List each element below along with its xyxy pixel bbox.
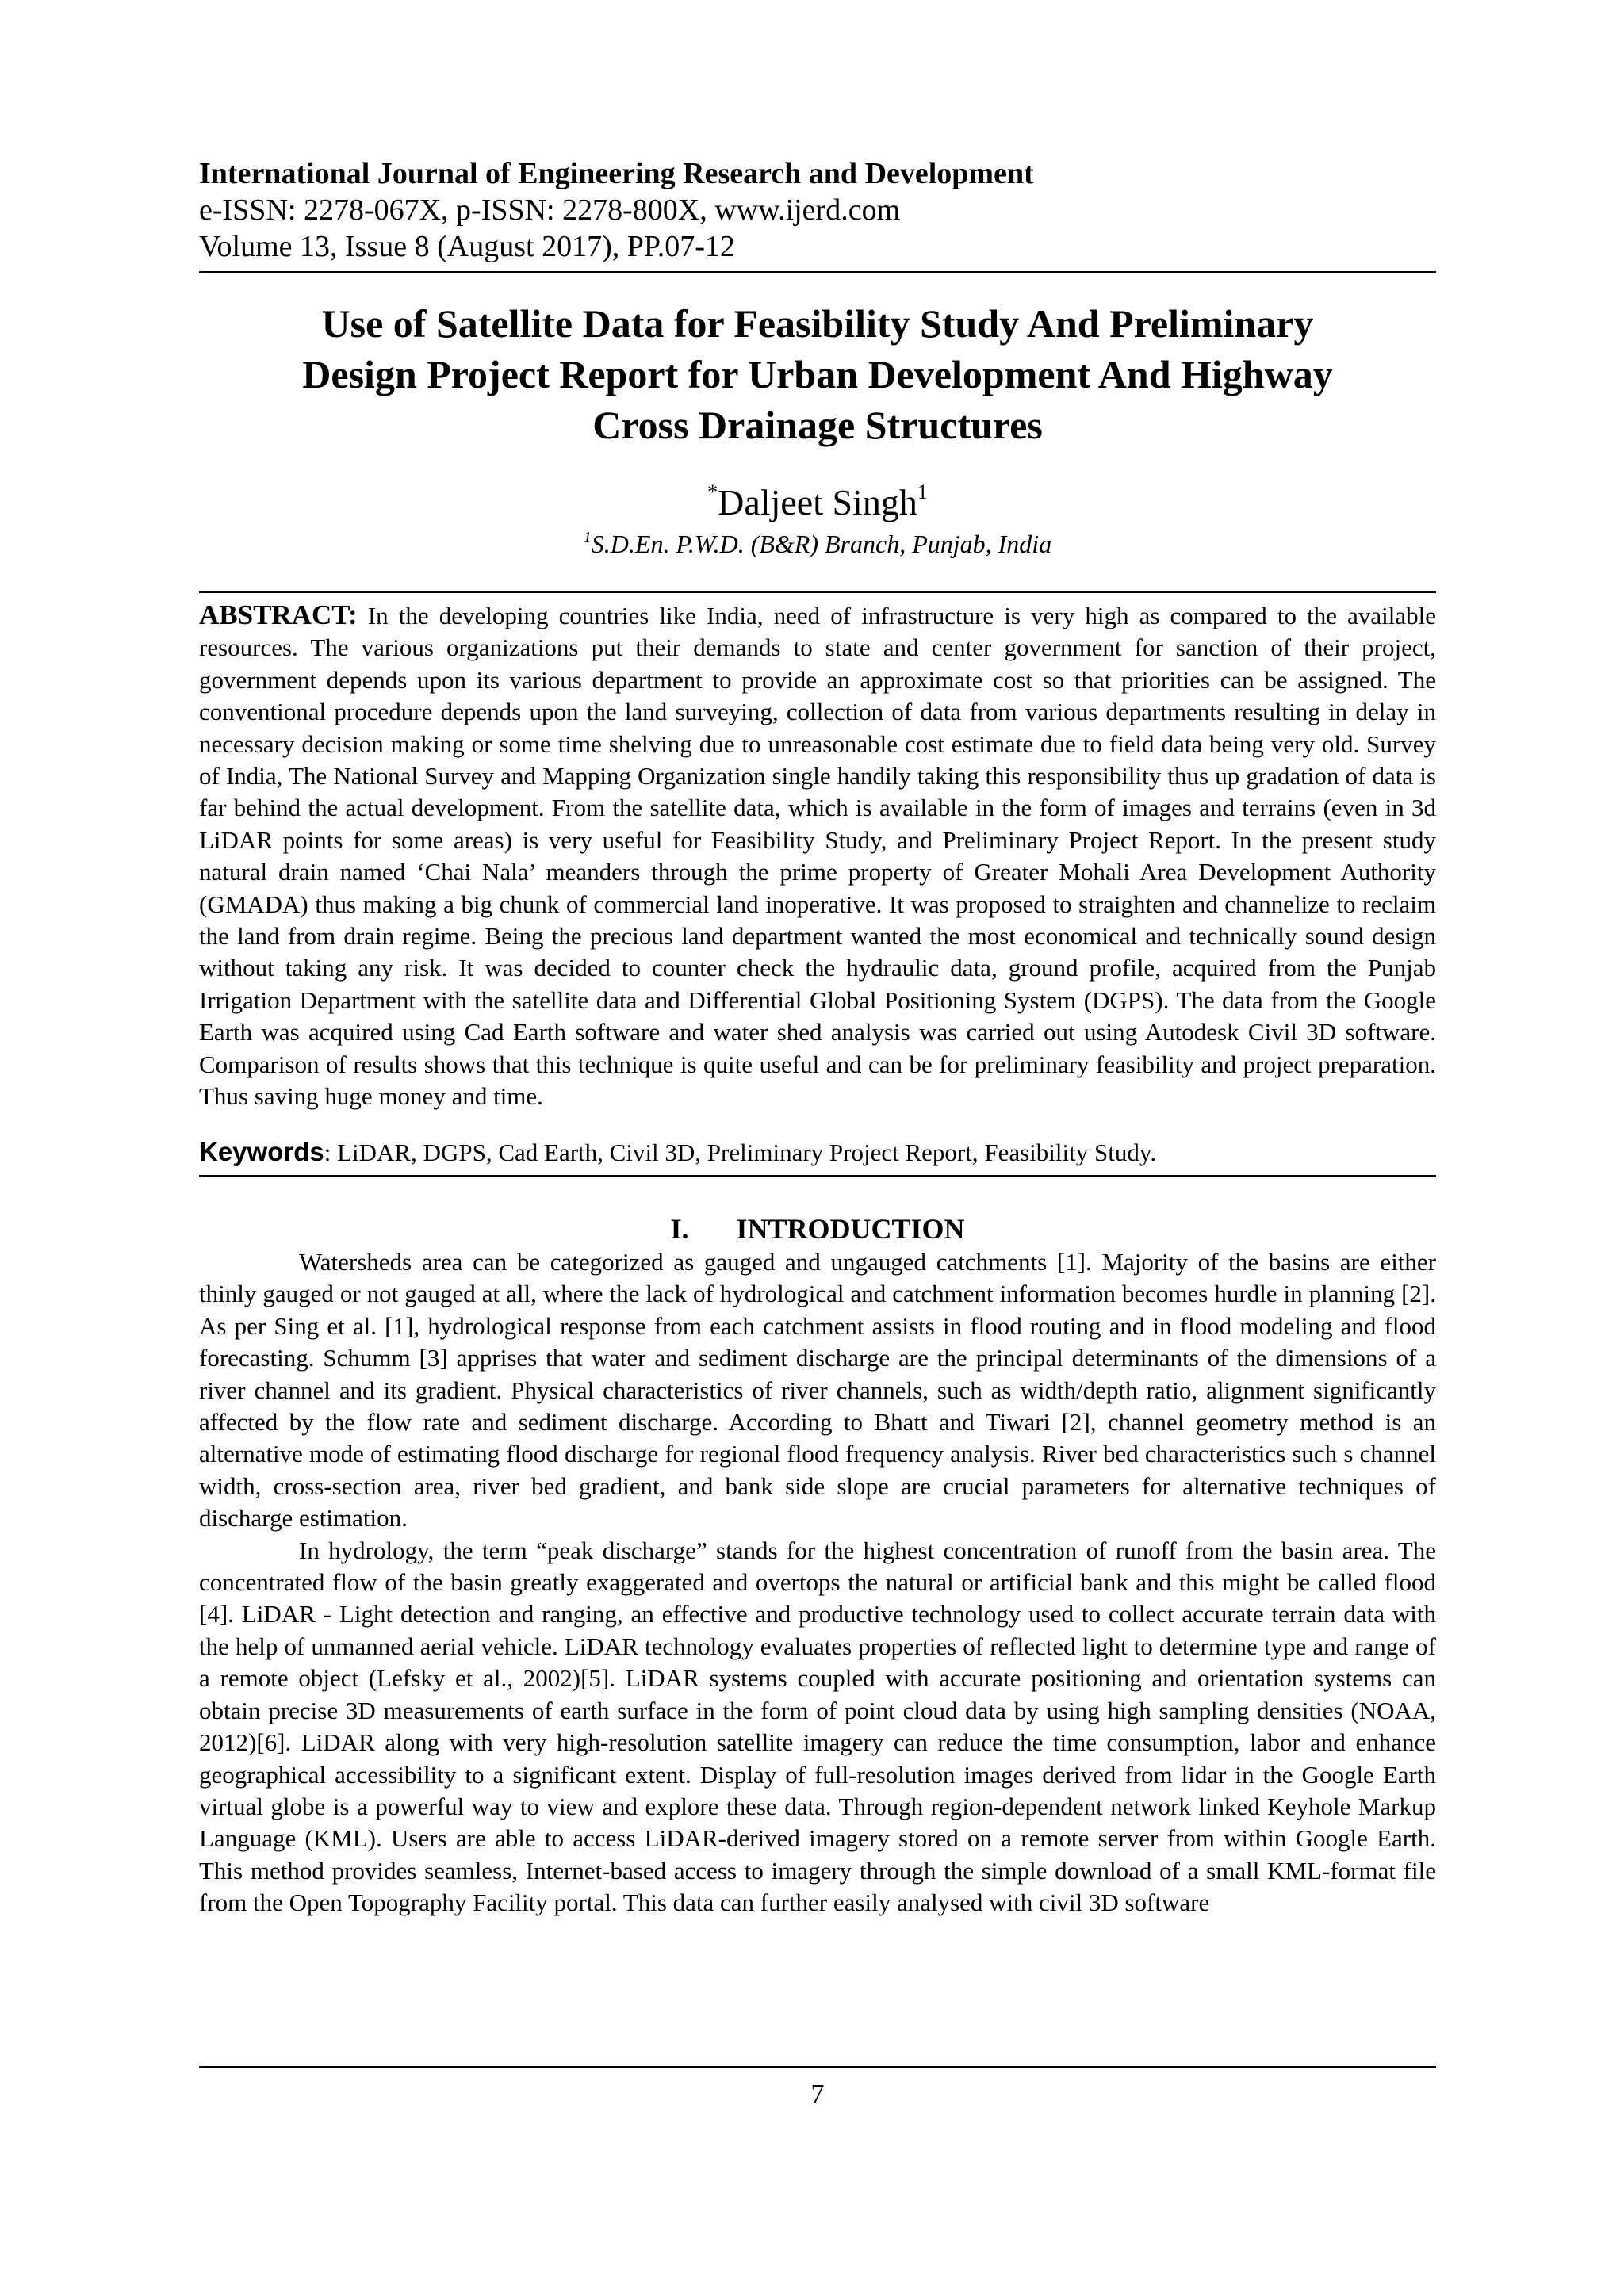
paper-title [199,298,1436,450]
author-name: Daljeet Singh [718,482,917,522]
keywords [199,1135,1436,1169]
keywords-text: : LiDAR, DGPS, Cad Earth, Civil 3D, Preliminary Project Report, Feasibility Study. [324,1138,1157,1166]
affiliation-line [199,528,1436,560]
header-rule [199,271,1436,273]
affiliation-mark: 1 [583,529,592,546]
body-paragraph: Watersheds area can be categorized as gauged and ungauged catchments [1]. Majority of the basins are either thinly gauged or not gauged at all, where the lack of hydrological and catchment information becomes hurdle in planning [2]. As per Sing et al. [1], hydrological response from each catchment assists in flood routing and in flood modeling and flood forecasting. Schumm [3] apprises that water and sediment discharge are the principal determinants of the dimensions of a river channel and its gradient. Physical characteristics of river channels, such as width/depth ratio, alignment significantly affected by the flow rate and sediment discharge. According to Bhatt and Tiwari [2], channel geometry method is an alternative mode of estimating flood discharge for regional flood frequency analysis. River bed characteristics such s channel width, cross-section area, river bed gradient, and bank side slope are crucial parameters for alternative techniques of discharge estimation. [199,1248,1436,1533]
author-line [199,480,1436,525]
title-line: Design Project Report for Urban Development And Highway [302,352,1333,396]
page-number: 7 [810,2080,825,2109]
affiliation: S.D.En. P.W.D. (B&R) Branch, Punjab, India [591,530,1052,558]
section-title: INTRODUCTION [736,1213,965,1245]
abstract [199,599,1436,1113]
keywords-label: Keywords [199,1137,324,1166]
body-paragraph: In hydrology, the term “peak discharge” stands for the highest concentration of runoff from the basin area. The concentrated flow of the basin greatly exaggerated and overtops the natural or artificial bank and this might be called flood [4]. LiDAR - Light detection and ranging, an effective and productive technology used to collect accurate terrain data with the help of unmanned aerial vehicle. LiDAR technology evaluates properties of reflected light to determine type and range of a remote object (Lefsky et al., 2002)[5]. LiDAR systems coupled with accurate positioning and orientation systems can obtain precise 3D measurements of earth surface in the form of point cloud data by using high sampling densities (NOAA, 2012)[6]. LiDAR along with very high-resolution satellite imagery can reduce the time consumption, labor and enhance geographical accessibility to a significant extent. Display of full-resolution images derived from lidar in the Google Earth virtual globe is a powerful way to view and explore these data. Through region-dependent network linked Keyhole Markup Language (KML). Users are able to access LiDAR-derived imagery stored on a remote server from within Google Earth. This method provides seamless, Internet-based access to imagery through the simple download of a small KML-format file from the Open Topography Facility portal. This data can further easily analysed with civil 3D software [199,1536,1436,1917]
journal-name: International Journal of Engineering Research and Development [199,157,1034,190]
abstract-label: ABSTRACT: [199,599,358,630]
abstract-bottom-rule [199,1175,1436,1177]
section-heading [199,1211,1436,1246]
footer-rule [199,2066,1436,2068]
title-line: Use of Satellite Data for Feasibility Study And Preliminary [321,301,1314,346]
abstract-top-rule [199,591,1436,593]
section-number: I. [670,1213,689,1245]
journal-header [199,155,1436,265]
journal-volume: Volume 13, Issue 8 (August 2017), PP.07-12 [199,230,735,263]
section-body [199,1246,1436,1919]
author-affiliation-mark: 1 [917,480,928,503]
title-line: Cross Drainage Structures [592,403,1043,447]
journal-issn: e-ISSN: 2278-067X, p-ISSN: 2278-800X, www.ijerd.com [199,193,901,227]
corresponding-mark: * [707,480,718,503]
abstract-text: In the developing countries like India, need of infrastructure is very high as compared to the available resources. The various organizations put their demands to state and center government for sanction of their project, government depends upon its various department to provide an approximate cost so that priorities can be assigned. The conventional procedure depends upon the land surveying, collection of data from various departments resulting in delay in necessary decision making or some time shelving due to unreasonable cost estimate due to field data being very old. Survey of India, The National Survey and Mapping Organization single handily taking this responsibility thus up gradation of data is far behind the actual development. From the satellite data, which is available in the form of images and terrains (even in 3d LiDAR points for some areas) is very useful for Feasibility Study, and Preliminary Project Report. In the present study natural drain named ‘Chai Nala’ meanders through the prime property of Greater Mohali Area Development Authority (GMADA) thus making a big chunk of commercial land inoperative. It was proposed to straighten and channelize to reclaim the land from drain regime. Being the precious land department wanted the most economical and technically sound design without taking any risk. It was decided to counter check the hydraulic data, ground profile, acquired from the Punjab Irrigation Department with the satellite data and Differential Global Positioning System (DGPS). The data from the Google Earth was acquired using Cad Earth software and water shed analysis was carried out using Autodesk Civil 3D software. Comparison of results shows that this technique is quite useful and can be for preliminary feasibility and project preparation. Thus saving huge money and time. [199,602,1437,1111]
